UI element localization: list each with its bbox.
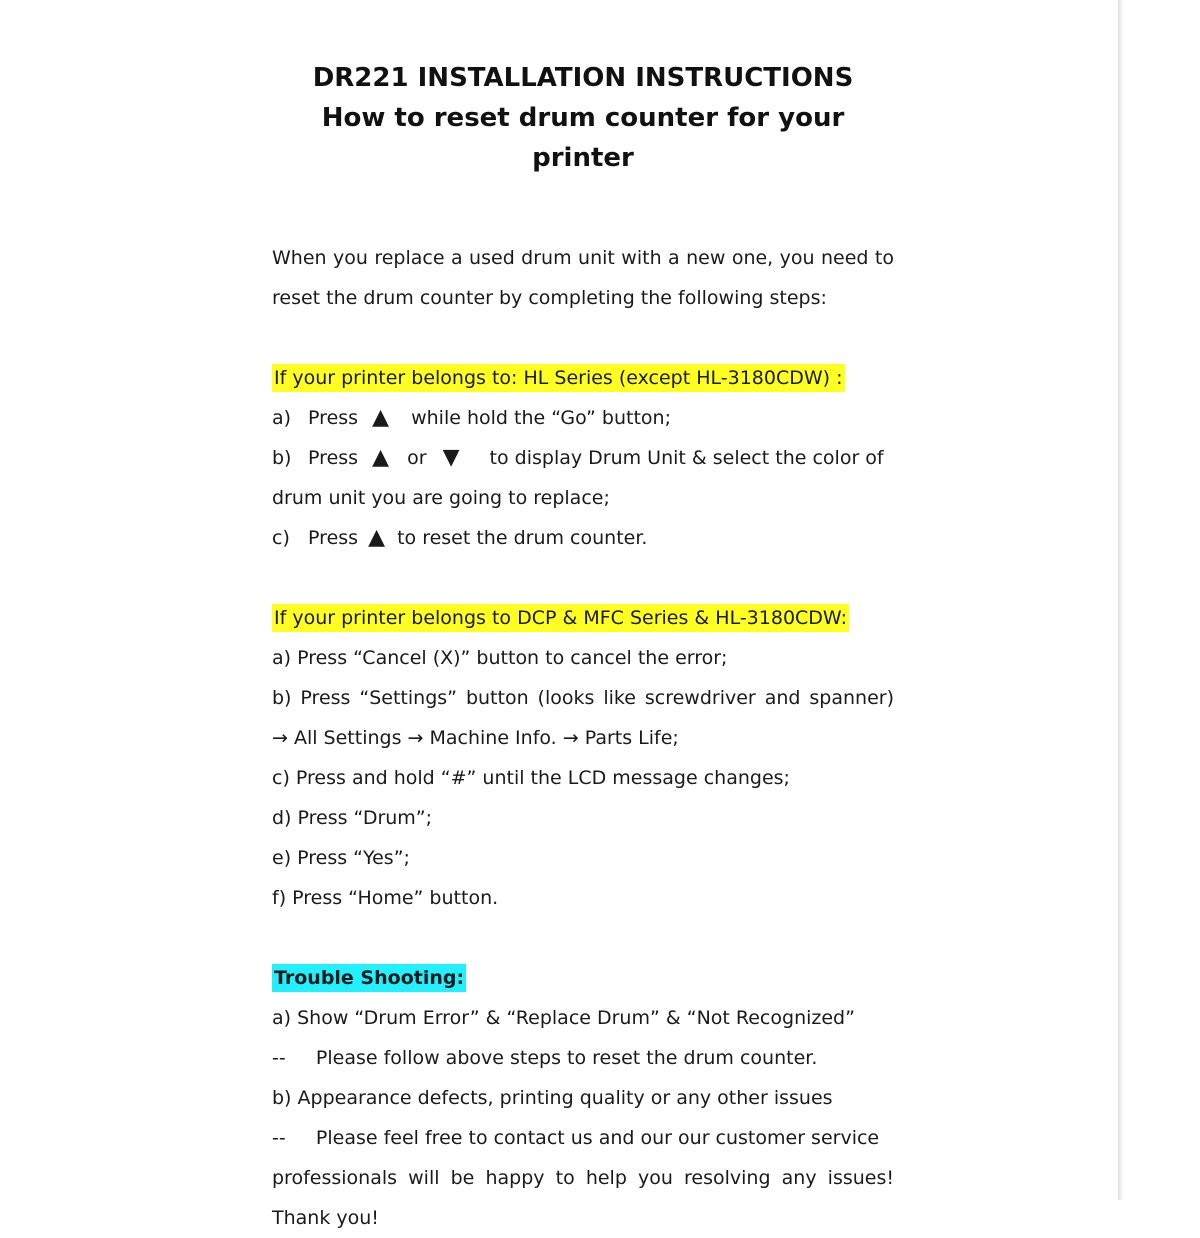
dcp-step: a) Press “Cancel (X)” button to cancel the error; [272, 647, 728, 669]
intro-line-1: When you replace a used drum unit with a new one, you need to [272, 247, 894, 269]
page-edge [1118, 0, 1124, 1200]
troubleshooting-line: -- Please follow above steps to reset the drum counter. [272, 1047, 818, 1069]
troubleshooting-line: a) Show “Drum Error” & “Replace Drum” & “Not Recognized” [272, 1007, 855, 1029]
hl-step-c [272, 518, 894, 558]
step-press: Press [308, 407, 359, 429]
hl-step-b [272, 438, 894, 478]
instruction-page [272, 58, 894, 1238]
step-press: Press [308, 447, 359, 469]
up-arrow-icon: ▲ [372, 445, 390, 470]
troubleshooting-heading-line [272, 958, 894, 998]
document-subtitle: How to reset drum counter for your printer [321, 103, 845, 173]
hl-series-heading: If your printer belongs to: HL Series (except HL-3180CDW) : [272, 364, 845, 392]
step-text: to reset the drum counter. [397, 527, 648, 549]
step-label: a) [272, 407, 292, 429]
hl-series-heading-line [272, 358, 894, 398]
dcp-step: d) Press “Drum”; [272, 807, 433, 829]
down-arrow-icon: ▼ [442, 445, 460, 470]
hl-step-a [272, 398, 894, 438]
step-label: b) [272, 447, 292, 469]
step-label: c) [272, 527, 290, 549]
dcp-step: b) Press “Settings” button (looks like screwdriver and spanner) [272, 687, 894, 709]
up-arrow-icon: ▲ [372, 405, 390, 430]
step-or: or [407, 447, 427, 469]
troubleshooting-line: -- Please feel free to contact us and our our customer service [272, 1127, 880, 1149]
hl-step-b-cont: drum unit you are going to replace; [272, 487, 610, 509]
dcp-series-heading: If your printer belongs to DCP & MFC Series & HL-3180CDW: [272, 604, 849, 632]
troubleshooting-line: b) Appearance defects, printing quality or any other issues [272, 1087, 833, 1109]
closing-line: Thank you! [272, 1207, 379, 1229]
step-text: while hold the “Go” button; [411, 407, 672, 429]
intro-line-2: reset the drum counter by completing the following steps: [272, 287, 827, 309]
dcp-step: e) Press “Yes”; [272, 847, 410, 869]
troubleshooting-heading: Trouble Shooting: [272, 964, 466, 992]
step-press: Press [308, 527, 359, 549]
dcp-step: → All Settings → Machine Info. → Parts Life; [272, 727, 679, 749]
dcp-series-heading-line [272, 598, 894, 638]
document-title: DR221 INSTALLATION INSTRUCTIONS [312, 63, 854, 93]
dcp-step: f) Press “Home” button. [272, 887, 499, 909]
step-text: to display Drum Unit & select the color of [489, 447, 884, 469]
up-arrow-icon: ▲ [368, 525, 386, 550]
dcp-step: c) Press and hold “#” until the LCD message changes; [272, 767, 790, 789]
troubleshooting-line: professionals will be happy to help you resolving any issues! [272, 1167, 894, 1189]
